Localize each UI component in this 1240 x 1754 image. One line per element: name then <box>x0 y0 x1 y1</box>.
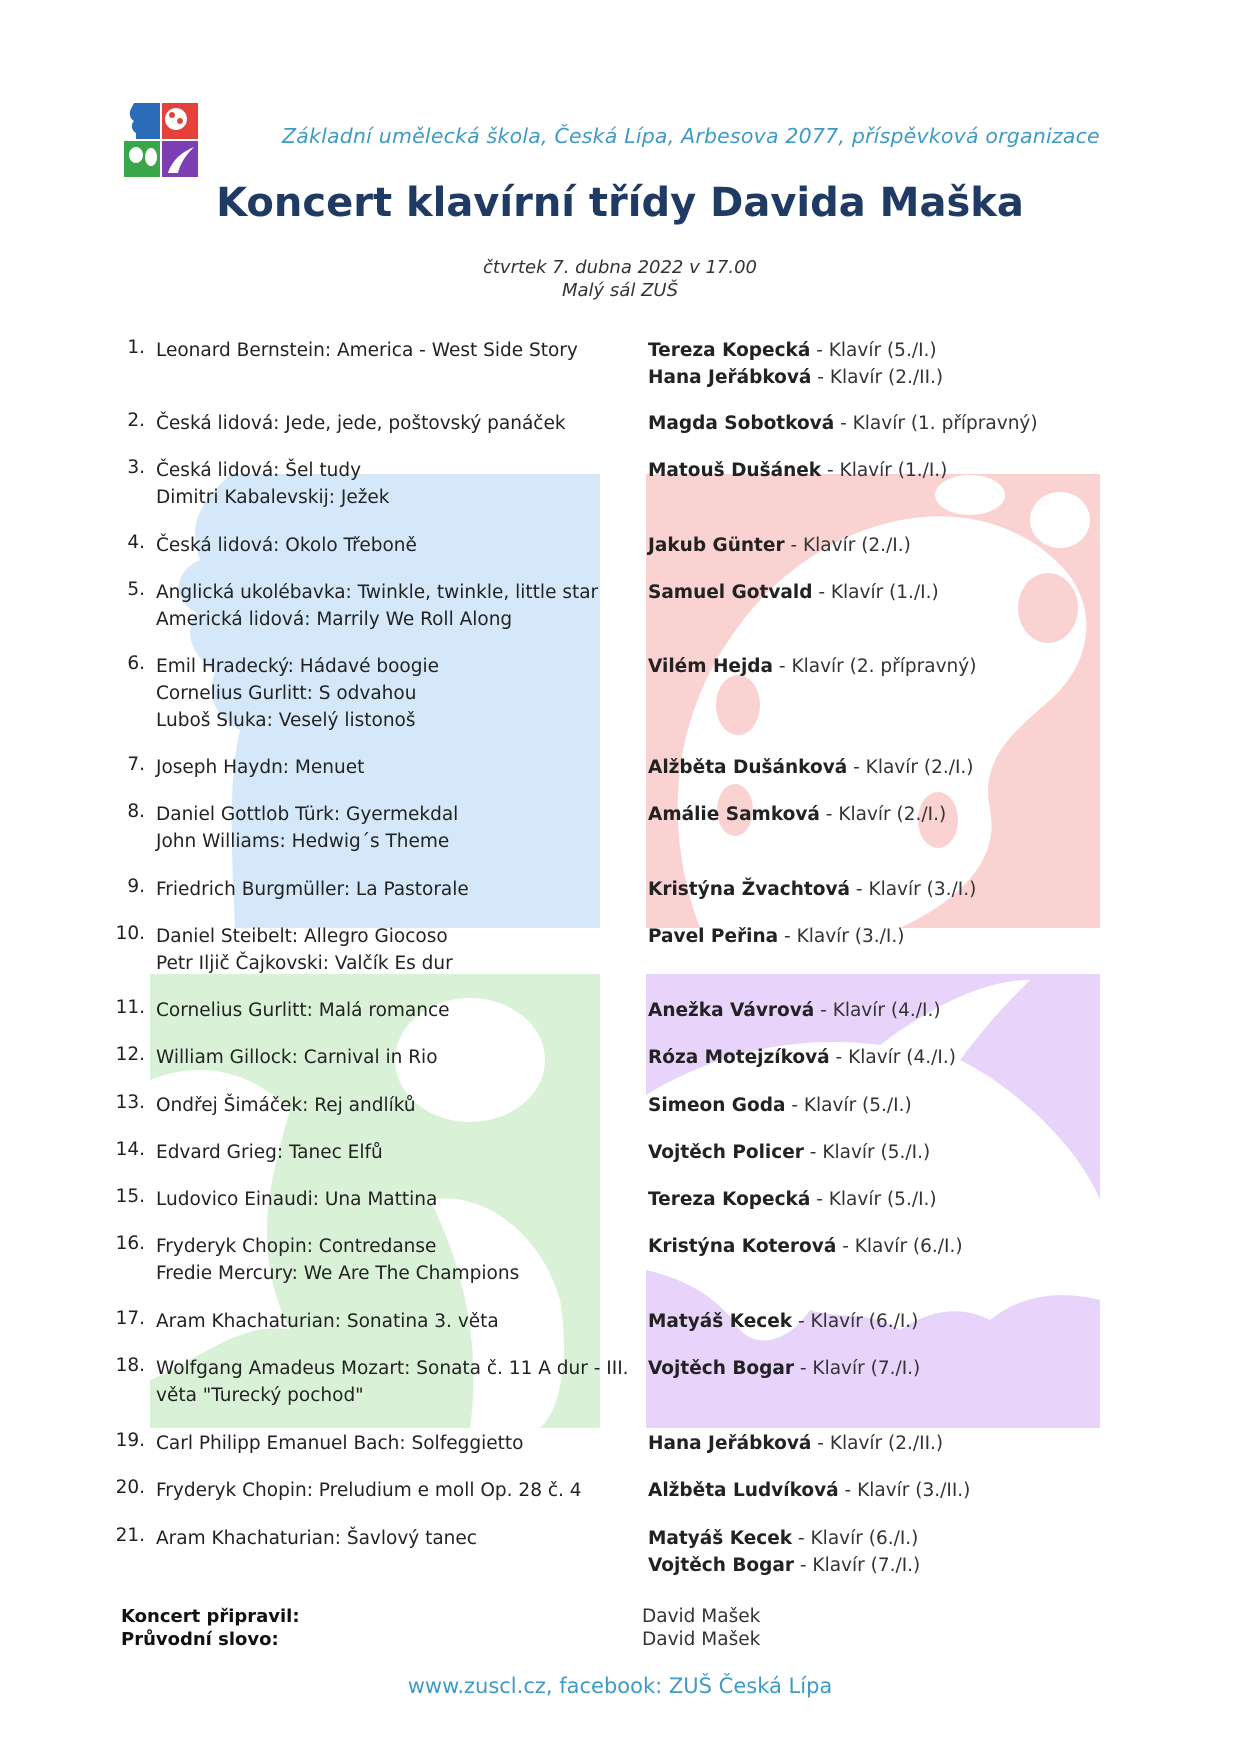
performer-instrument: - Klavír (6./I.) <box>792 1528 919 1549</box>
performer-line <box>648 1044 956 1071</box>
performer-name: Tereza Kopecká <box>648 1189 811 1210</box>
bg-pink-dot <box>1030 492 1090 548</box>
piece-title: Americká lidová: Marrily We Roll Along <box>156 609 513 630</box>
performer-line <box>648 1233 963 1260</box>
program-item-number: 15. <box>115 1186 145 1207</box>
program-pieces <box>156 997 450 1024</box>
performer-name: Vojtěch Bogar <box>648 1358 794 1379</box>
program-performers <box>648 1355 920 1382</box>
program-performers <box>648 532 911 559</box>
performer-name: Hana Jeřábková <box>648 1433 812 1454</box>
program-pieces <box>156 876 469 903</box>
performer-name: Matouš Dušánek <box>648 460 822 481</box>
program-performers <box>648 923 904 950</box>
program-pieces <box>156 1092 416 1119</box>
program-performers <box>648 801 946 828</box>
program-pieces <box>156 1308 499 1335</box>
piece-title: Anglická ukolébavka: Twinkle, twinkle, little star <box>156 582 599 603</box>
program-pieces <box>156 410 566 437</box>
performer-name: Amálie Samková <box>648 804 820 825</box>
performer-line <box>648 337 943 364</box>
program-performers <box>648 1139 930 1166</box>
concert-venue: Malý sál ZUŠ <box>562 280 678 301</box>
program-item-number: 19. <box>115 1430 145 1451</box>
program-item-number: 12. <box>115 1044 145 1065</box>
piece-title: Petr Iljič Čajkovski: Valčík Es dur <box>156 953 453 974</box>
performer-name: Hana Jeřábková <box>648 367 812 388</box>
program-item-number: 20. <box>115 1477 145 1498</box>
page-title: Koncert klavírní třídy Davida Maška <box>216 180 1024 226</box>
piece-title: věta "Turecký pochod" <box>156 1385 364 1406</box>
performer-name: Vilém Hejda <box>648 656 774 677</box>
performer-instrument: - Klavír (7./I.) <box>794 1555 921 1576</box>
piece-title: William Gillock: Carnival in Rio <box>156 1047 438 1068</box>
performer-line <box>648 364 943 391</box>
performer-name: Vojtěch Policer <box>648 1142 804 1163</box>
performer-instrument: - Klavír (5./I.) <box>785 1095 912 1116</box>
performer-instrument: - Klavír (3./I.) <box>778 926 905 947</box>
performer-name: Kristýna Koterová <box>648 1236 837 1257</box>
program-performers <box>648 1044 956 1071</box>
performer-instrument: - Klavír (5./I.) <box>810 1189 937 1210</box>
program-performers <box>648 1477 970 1504</box>
piece-title: Ondřej Šimáček: Rej andlíků <box>156 1095 416 1116</box>
performer-name: Róza Motejzíková <box>648 1047 830 1068</box>
performer-line <box>648 1552 920 1579</box>
prepared-by-value: David Mašek <box>642 1606 761 1627</box>
piece-title: Daniel Gottlob Türk: Gyermekdal <box>156 804 459 825</box>
performer-name: Magda Sobotková <box>648 413 835 434</box>
program-pieces <box>156 1430 523 1457</box>
piece-title: Wolfgang Amadeus Mozart: Sonata č. 11 A dur - III. <box>156 1358 629 1379</box>
program-pieces <box>156 532 417 559</box>
program-performers <box>648 1186 937 1213</box>
performer-line <box>648 1092 912 1119</box>
program-pieces <box>156 1355 629 1409</box>
program-item-number: 18. <box>115 1355 145 1376</box>
performer-line <box>648 1355 920 1382</box>
performer-name: Alžběta Dušánková <box>648 757 848 778</box>
piece-title: Fredie Mercury: We Are The Champions <box>156 1263 520 1284</box>
program-performers <box>648 1092 912 1119</box>
program-performers <box>648 579 939 606</box>
performer-line <box>648 754 974 781</box>
program-performers <box>648 1233 963 1260</box>
performer-instrument: - Klavír (2./II.) <box>811 1433 944 1454</box>
program-item-number: 21. <box>115 1525 145 1546</box>
performer-instrument: - Klavír (2./I.) <box>847 757 974 778</box>
program-performers <box>648 1308 918 1335</box>
performer-line <box>648 876 976 903</box>
program-performers <box>648 1430 943 1457</box>
piece-title: Fryderyk Chopin: Preludium e moll Op. 28 č. 4 <box>156 1480 582 1501</box>
performer-line <box>648 579 939 606</box>
program-performers <box>648 997 941 1024</box>
performer-line <box>648 1139 930 1166</box>
program-performers <box>648 1525 920 1579</box>
performer-line <box>648 1186 937 1213</box>
program-item-number: 4. <box>127 532 145 553</box>
piece-title: Joseph Haydn: Menuet <box>156 757 365 778</box>
performer-instrument: - Klavír (3./II.) <box>838 1480 971 1501</box>
performer-line <box>648 653 976 680</box>
performer-line <box>648 410 1038 437</box>
performer-name: Simeon Goda <box>648 1095 786 1116</box>
performer-line <box>648 1430 943 1457</box>
program-item-number: 16. <box>115 1233 145 1254</box>
performer-name: Jakub Günter <box>648 535 785 556</box>
program-item-number: 14. <box>115 1139 145 1160</box>
performer-instrument: - Klavír (5./I.) <box>810 340 937 361</box>
performer-name: Pavel Peřina <box>648 926 779 947</box>
narration-value: David Mašek <box>642 1629 761 1650</box>
narration-label: Průvodní slovo: <box>121 1629 279 1650</box>
program-performers <box>648 337 943 391</box>
performer-name: Samuel Gotvald <box>648 582 813 603</box>
performer-instrument: - Klavír (2./II.) <box>811 367 944 388</box>
piece-title: Aram Khachaturian: Šavlový tanec <box>156 1528 477 1549</box>
program-item-number: 6. <box>127 653 145 674</box>
performer-name: Matyáš Kecek <box>648 1311 793 1332</box>
performer-name: Tereza Kopecká <box>648 340 811 361</box>
organization-name: Základní umělecká škola, Česká Lípa, Arbesova 2077, příspěvková organizace <box>282 124 1100 148</box>
performer-instrument: - Klavír (3./I.) <box>850 879 977 900</box>
performer-instrument: - Klavír (1./I.) <box>821 460 948 481</box>
program-item-number: 11. <box>115 997 145 1018</box>
performer-name: Anežka Vávrová <box>648 1000 815 1021</box>
program-performers <box>648 410 1038 437</box>
program-item-number: 3. <box>127 457 145 478</box>
piece-title: Česká lidová: Okolo Třeboně <box>156 535 417 556</box>
performer-instrument: - Klavír (5./I.) <box>803 1142 931 1163</box>
program-item-number: 2. <box>127 410 145 431</box>
performer-instrument: - Klavír (1./I.) <box>812 582 939 603</box>
prepared-by-label: Koncert připravil: <box>121 1606 300 1627</box>
performer-instrument: - Klavír (4./I.) <box>829 1047 956 1068</box>
performer-line <box>648 923 904 950</box>
piece-title: Daniel Steibelt: Allegro Giocoso <box>156 926 448 947</box>
performer-instrument: - Klavír (7./I.) <box>794 1358 921 1379</box>
performer-line <box>648 457 947 484</box>
performer-instrument: - Klavír (4./I.) <box>814 1000 941 1021</box>
program-pieces <box>156 1233 519 1287</box>
piece-title: Cornelius Gurlitt: Malá romance <box>156 1000 450 1021</box>
performer-name: Kristýna Žvachtová <box>648 879 851 900</box>
program-performers <box>648 457 947 484</box>
bg-pink-dot <box>1018 573 1078 643</box>
piece-title: Luboš Sluka: Veselý listonoš <box>156 710 416 731</box>
program-item-number: 8. <box>127 801 145 822</box>
performer-line <box>648 1308 918 1335</box>
piece-title: Česká lidová: Jede, jede, poštovský panáček <box>156 413 566 434</box>
performer-name: Matyáš Kecek <box>648 1528 793 1549</box>
performer-line <box>648 532 911 559</box>
program-pieces <box>156 1186 437 1213</box>
performer-instrument: - Klavír (6./I.) <box>836 1236 963 1257</box>
piece-title: Emil Hradecký: Hádavé boogie <box>156 656 439 677</box>
program-item-number: 1. <box>127 337 145 358</box>
performer-line <box>648 1525 920 1552</box>
program-item-number: 5. <box>127 579 145 600</box>
program-pieces <box>156 1044 438 1071</box>
bg-pink-dot <box>716 675 760 735</box>
program-pieces <box>156 923 453 977</box>
program-item-number: 13. <box>115 1092 145 1113</box>
piece-title: Aram Khachaturian: Sonatina 3. věta <box>156 1311 499 1332</box>
piece-title: John Williams: Hedwig´s Theme <box>156 831 450 852</box>
piece-title: Edvard Grieg: Tanec Elfů <box>156 1142 383 1163</box>
performer-line <box>648 997 941 1024</box>
program-performers <box>648 876 976 903</box>
program-pieces <box>156 1477 582 1504</box>
piece-title: Leonard Bernstein: America - West Side Story <box>156 340 578 361</box>
performer-instrument: - Klavír (6./I.) <box>792 1311 919 1332</box>
performer-instrument: - Klavír (1. přípravný) <box>834 413 1038 434</box>
program-pieces <box>156 579 598 633</box>
piece-title: Dimitri Kabalevskij: Ježek <box>156 487 390 508</box>
concert-date: čtvrtek 7. dubna 2022 v 17.00 <box>482 257 758 278</box>
piece-title: Cornelius Gurlitt: S odvahou <box>156 683 417 704</box>
program-pieces <box>156 457 390 511</box>
program-performers <box>648 754 974 781</box>
performer-instrument: - Klavír (2./I.) <box>784 535 911 556</box>
piece-title: Carl Philipp Emanuel Bach: Solfeggietto <box>156 1433 524 1454</box>
program-item-number: 17. <box>115 1308 145 1329</box>
performer-name: Alžběta Ludvíková <box>648 1480 839 1501</box>
school-logo <box>124 103 198 177</box>
program-pieces <box>156 801 458 855</box>
program-pieces <box>156 1139 383 1166</box>
performer-name: Vojtěch Bogar <box>648 1555 794 1576</box>
footer-links[interactable]: www.zuscl.cz, facebook: ZUŠ Česká Lípa <box>407 1674 833 1698</box>
program-performers <box>648 653 976 680</box>
performer-line <box>648 801 946 828</box>
piece-title: Ludovico Einaudi: Una Mattina <box>156 1189 438 1210</box>
program-item-number: 7. <box>127 754 145 775</box>
program-pieces <box>156 754 364 781</box>
performer-instrument: - Klavír (2. přípravný) <box>773 656 977 677</box>
performer-instrument: - Klavír (2./I.) <box>819 804 947 825</box>
piece-title: Česká lidová: Šel tudy <box>156 460 362 481</box>
program-pieces <box>156 1525 477 1552</box>
performer-line <box>648 1477 970 1504</box>
piece-title: Friedrich Burgmüller: La Pastorale <box>156 879 469 900</box>
piece-title: Fryderyk Chopin: Contredanse <box>156 1236 437 1257</box>
program-item-number: 10. <box>115 923 145 944</box>
program-item-number: 9. <box>127 876 145 897</box>
program-pieces <box>156 653 439 734</box>
program-pieces <box>156 337 578 364</box>
